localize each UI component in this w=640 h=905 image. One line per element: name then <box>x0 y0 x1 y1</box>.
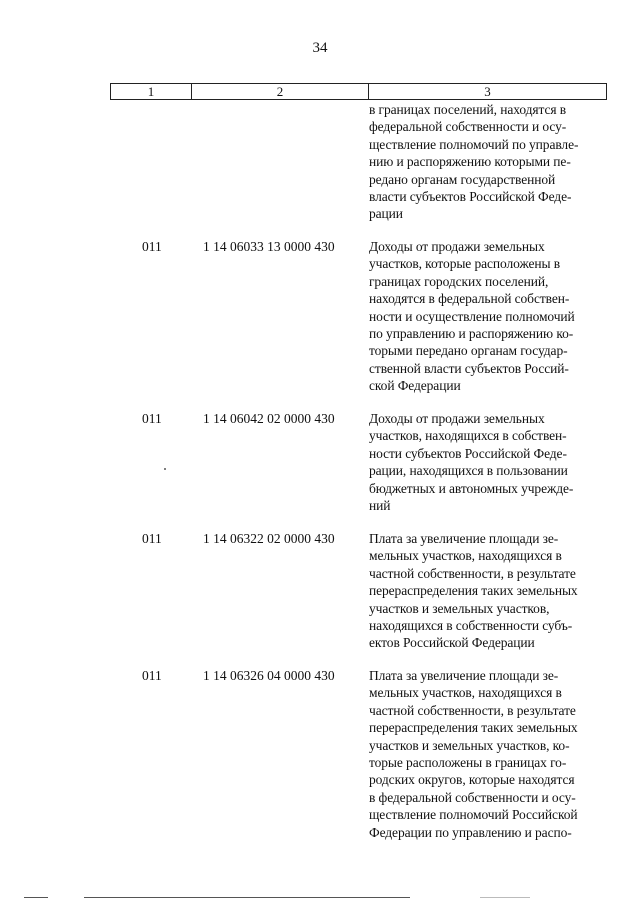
description-line: ской Федерации <box>369 378 461 394</box>
description-line: находящихся в собственности субъ- <box>369 618 573 634</box>
description-line: участков и земельных участков, <box>369 600 550 616</box>
description-line: рации <box>369 206 403 222</box>
description-line: границах городских поселений, <box>369 273 549 289</box>
revenue-description <box>369 410 609 514</box>
admin-code: 011 <box>142 531 162 546</box>
description-line: Доходы от продажи земельных <box>369 411 545 426</box>
column-header-3: 3 <box>484 84 491 99</box>
description-line: по управлению и распоряжению ко- <box>369 326 574 342</box>
description-line: перераспределения таких земельных <box>369 720 578 736</box>
description-line: нию и распоряжению которыми пе- <box>369 154 571 170</box>
description-line: Федерации по управлению и распо- <box>369 824 572 840</box>
column-header-2: 2 <box>192 84 369 99</box>
page-number: 34 <box>312 40 328 56</box>
description-line: участков, которые расположены в <box>369 256 561 272</box>
footer-rule <box>84 897 410 898</box>
budget-classification-code: 1 14 06322 02 0000 430 <box>203 531 335 546</box>
budget-classification-code: 1 14 06033 13 0000 430 <box>203 239 335 254</box>
admin-code: 011 <box>142 411 162 426</box>
description-line: редано органам государственной <box>369 171 556 187</box>
description-line: торые расположены в границах го- <box>369 755 567 771</box>
description-line: перераспределения таких земельных <box>369 583 578 599</box>
table-column-header <box>110 83 607 100</box>
admin-code: 011 <box>142 239 162 254</box>
description-line: в границах поселений, находятся в <box>369 102 567 117</box>
description-line: Доходы от продажи земельных <box>369 239 545 254</box>
description-line: Плата за увеличение площади зе- <box>369 668 559 683</box>
description-line: в федеральной собственности и осу- <box>369 789 576 805</box>
revenue-description <box>369 667 609 841</box>
description-line: ний <box>369 498 391 514</box>
description-line: рации, находящихся в пользовании <box>369 463 568 479</box>
description-line: ности и осуществление полномочий <box>369 308 575 324</box>
description-line: мельных участков, находящихся в <box>369 685 562 701</box>
description-line: находятся в федеральной собствен- <box>369 291 570 307</box>
description-line: Плата за увеличение площади зе- <box>369 531 559 546</box>
admin-code: 011 <box>142 668 162 683</box>
description-line: ектов Российской Федерации <box>369 635 535 651</box>
description-line: ществление полномочий по управле- <box>369 136 579 152</box>
description-line: ности субъектов Российской Феде- <box>369 445 567 461</box>
revenue-description <box>369 238 609 395</box>
description-line: бюджетных и автономных учрежде- <box>369 480 574 496</box>
description-line: участков, находящихся в собствен- <box>369 428 567 444</box>
description-line: ществление полномочий Российской <box>369 807 578 823</box>
description-line: мельных участков, находящихся в <box>369 548 562 564</box>
budget-classification-code: 1 14 06326 04 0000 430 <box>203 668 335 683</box>
scan-speck <box>164 468 166 470</box>
column-header-1: 1 <box>111 84 192 99</box>
description-line: частной собственности, в результате <box>369 565 576 581</box>
revenue-description <box>369 530 609 652</box>
description-line: торыми передано органам государ- <box>369 343 568 359</box>
footer-rule-faint <box>480 897 530 898</box>
footer-rule-left <box>24 897 48 898</box>
description-line: родских округов, которые находятся <box>369 772 575 788</box>
description-line: ственной власти субъектов Россий- <box>369 360 569 376</box>
budget-classification-code: 1 14 06042 02 0000 430 <box>203 411 335 426</box>
description-line: участков и земельных участков, ко- <box>369 737 570 753</box>
description-line: власти субъектов Российской Феде- <box>369 189 572 205</box>
description-line: частной собственности, в результате <box>369 702 576 718</box>
continuation-description <box>369 101 609 223</box>
description-line: федеральной собственности и осу- <box>369 119 567 135</box>
